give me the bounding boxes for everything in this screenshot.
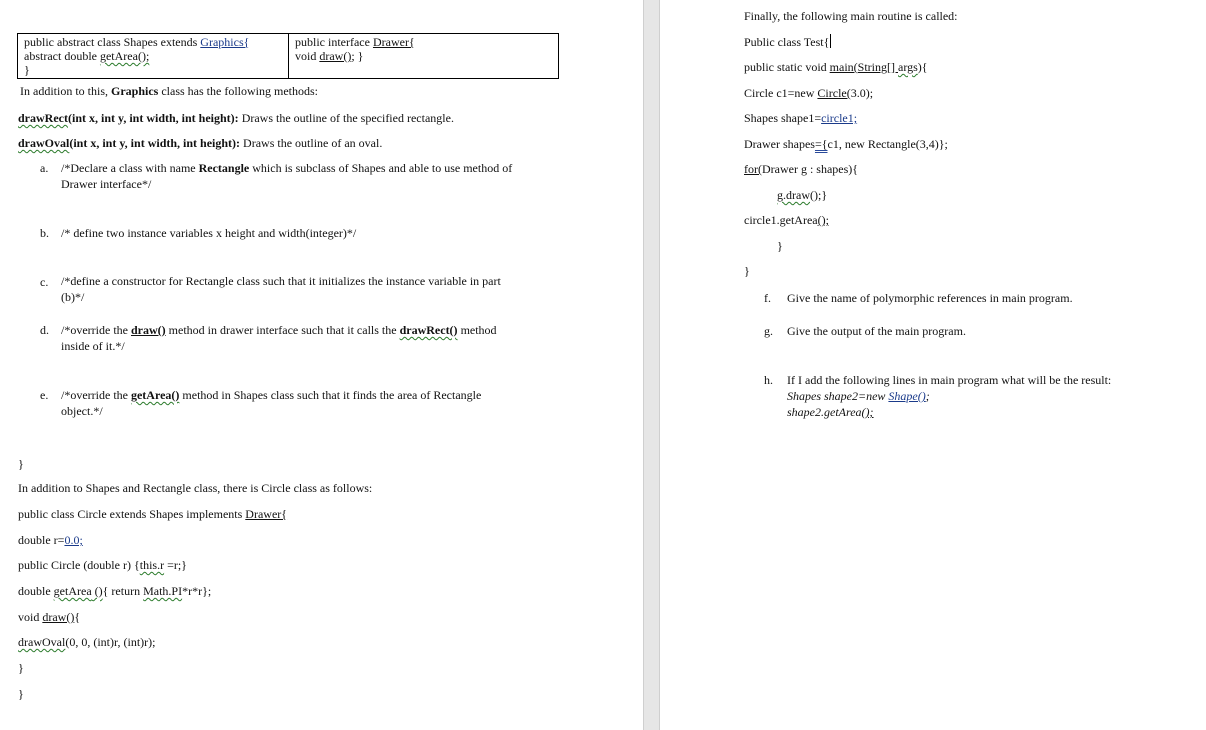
item-a-text	[61, 160, 581, 192]
text: public interface	[295, 35, 373, 49]
text: c1, new Rectangle(3,4)};	[827, 137, 948, 151]
text: draw()	[42, 610, 75, 624]
text: drawRect	[18, 111, 68, 125]
item-h-marker: h.	[764, 373, 773, 387]
text: In addition to this,	[20, 84, 111, 98]
circle-code-line-6	[18, 635, 156, 649]
shapes-class-line-1	[24, 35, 282, 49]
item-d-marker: d.	[40, 323, 49, 337]
text: { return	[102, 584, 144, 598]
text: =r;}	[164, 558, 187, 572]
text: Drawer shapes	[744, 137, 815, 151]
item-e-marker: e.	[40, 388, 49, 402]
text: /*Declare a class with name	[61, 161, 199, 175]
item-c-marker: c.	[40, 275, 49, 289]
text: Draws the outline of an oval.	[240, 136, 383, 150]
main-code-line-2	[744, 60, 928, 74]
item-g-marker: g.	[764, 324, 773, 338]
text: ;	[925, 389, 930, 403]
text: Drawer{	[245, 507, 288, 521]
text: which is subclass of Shapes and able to use method of	[249, 161, 513, 175]
text: (b)*/	[61, 290, 85, 304]
item-b-text: /* define two instance variables x height and width(integer)*/	[61, 226, 357, 240]
circle-code-line-8: }	[18, 687, 24, 701]
item-b-marker: b.	[40, 226, 49, 240]
text: public Circle (double r) {	[18, 558, 140, 572]
text: /*override the	[61, 323, 131, 337]
text: double	[18, 584, 54, 598]
item-f-text: Give the name of polymorphic references in main program.	[787, 291, 1073, 305]
main-code-line-8	[744, 213, 829, 227]
text: getArea()	[130, 388, 180, 402]
text: (0, 0, (int)r, (int)r);	[65, 635, 156, 649]
graphics-link[interactable]: Graphics{	[200, 35, 250, 49]
text: ()	[91, 584, 103, 598]
circle-code-line-7: }	[18, 661, 24, 675]
text: double r=	[18, 533, 65, 547]
main-code-line-9: }	[777, 239, 783, 253]
right-document-page	[660, 0, 1206, 730]
text-cursor	[830, 34, 831, 48]
text: ();	[861, 405, 874, 419]
text: object.*/	[61, 404, 103, 418]
text: this.r	[139, 558, 165, 572]
text: public abstract class Shapes extends	[24, 35, 201, 49]
text: /*define a constructor for Rectangle class such that it initializes the instance variable in part	[61, 274, 501, 288]
text: void	[18, 610, 43, 624]
text: ();}	[810, 188, 828, 202]
drawer-interface-line-2	[295, 49, 552, 63]
text: Drawer g : shapes){	[762, 162, 859, 176]
drawer-interface-line-1	[295, 35, 552, 49]
text: abstract double	[24, 49, 100, 63]
drawer-interface-cell	[289, 34, 559, 79]
closing-brace: }	[18, 457, 24, 471]
text: ){	[917, 60, 928, 74]
drawoval-description	[18, 136, 382, 150]
circle-code-line-1	[18, 507, 287, 521]
text: draw()	[130, 323, 166, 337]
item-h-code-2	[787, 405, 874, 419]
text: class has the following methods:	[158, 84, 318, 98]
text: ; }	[351, 49, 364, 63]
text: *r*r};	[182, 584, 212, 598]
text: void	[295, 49, 320, 63]
text: Circle(	[817, 86, 851, 100]
shapes-class-line-3: }	[24, 63, 30, 77]
text: getArea();	[99, 49, 150, 63]
main-code-line-4	[744, 111, 857, 125]
class-definition-box	[17, 33, 559, 79]
text: Draws the outline of the specified rectangle.	[238, 111, 454, 125]
text: 0.0;	[64, 533, 83, 547]
circle-code-line-5	[18, 610, 80, 624]
circle-code-line-2	[18, 533, 83, 547]
main-code-line-5	[744, 137, 948, 151]
item-c-text	[61, 273, 581, 305]
text: Shape()	[888, 389, 926, 403]
text: String[]	[857, 60, 898, 74]
text: method in drawer interface such that it calls the	[165, 323, 400, 337]
text: drawOval	[18, 136, 70, 150]
text: 3.0);	[850, 86, 874, 100]
main-code-line-3	[744, 86, 873, 100]
text: ={	[814, 137, 828, 151]
text: method in Shapes class such that it finds the area of Rectangle	[179, 388, 482, 402]
item-g-text: Give the output of the main program.	[787, 324, 966, 338]
item-a-marker: a.	[40, 161, 49, 175]
text: (int x, int y, int width, int height):	[67, 111, 239, 125]
main-code-line-6	[744, 162, 858, 176]
text: (int x, int y, int width, int height):	[69, 136, 241, 150]
item-d-text	[61, 322, 581, 354]
text: {	[74, 610, 81, 624]
text: Public class Test{	[744, 35, 830, 49]
text: getArea	[53, 584, 92, 598]
main-code-line-1	[744, 34, 831, 49]
circle-intro: In addition to Shapes and Rectangle class, there is Circle class as follows:	[18, 481, 373, 495]
graphics-intro	[20, 84, 318, 98]
text: Circle c1=new	[744, 86, 818, 100]
item-f-marker: f.	[764, 291, 771, 305]
text: Drawer{	[372, 35, 415, 49]
text: circle1;	[821, 111, 858, 125]
item-h-text: If I add the following lines in main program what will be the result:	[787, 373, 1112, 387]
text: Math.PI	[143, 584, 183, 598]
item-e-text	[61, 387, 581, 419]
circle-code-line-4	[18, 584, 211, 598]
text: Graphics	[111, 84, 159, 98]
text: drawOval	[18, 635, 66, 649]
text: shape2.getArea	[787, 405, 862, 419]
shapes-class-cell	[18, 34, 289, 79]
finally-text: Finally, the following main routine is called:	[744, 9, 958, 23]
shapes-class-line-2	[24, 49, 282, 63]
text: ();	[817, 213, 829, 227]
text: Shapes shape2=new	[787, 389, 889, 403]
item-h-code-1	[787, 389, 930, 403]
text: Drawer interface*/	[61, 177, 152, 191]
text: inside of it.*/	[61, 339, 125, 353]
text: args	[898, 60, 918, 74]
text: for(	[744, 162, 762, 176]
text: /*override the	[61, 388, 131, 402]
text: public static void	[744, 60, 830, 74]
text: circle1.getArea	[744, 213, 818, 227]
circle-code-line-3	[18, 558, 187, 572]
text: draw()	[319, 49, 352, 63]
text: drawRect()	[399, 323, 458, 337]
main-code-line-7	[777, 188, 827, 202]
drawrect-description	[18, 111, 454, 125]
page-gutter	[643, 0, 660, 730]
text: public class Circle extends Shapes implements	[18, 507, 246, 521]
text: Rectangle	[198, 161, 250, 175]
text: Shapes shape1=	[744, 111, 822, 125]
text: g.draw	[777, 188, 810, 202]
text: main(	[829, 60, 858, 74]
text: method	[457, 323, 497, 337]
main-code-line-10: }	[744, 264, 750, 278]
